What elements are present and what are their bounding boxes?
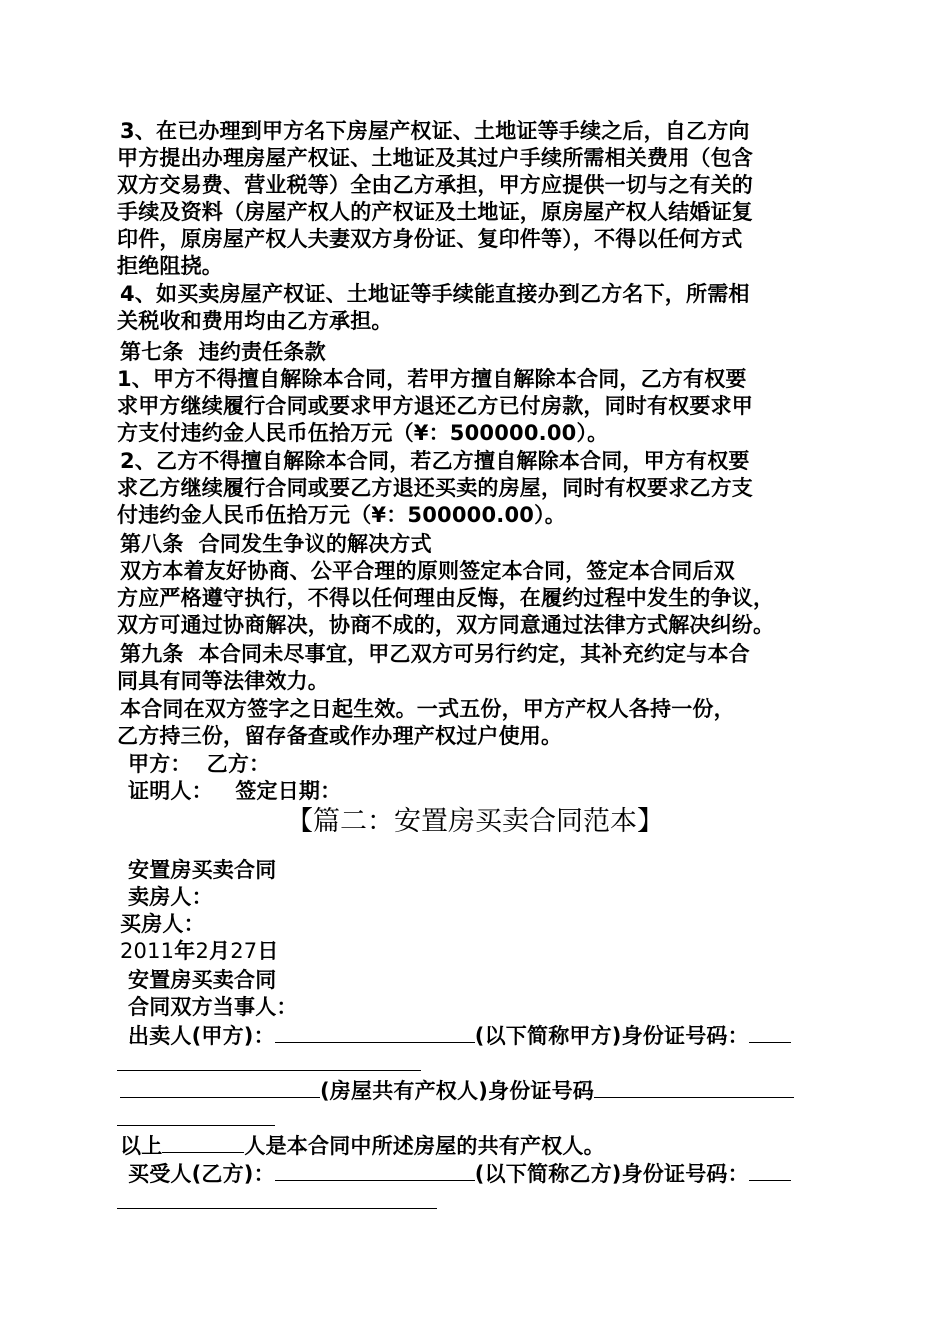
date-month-char: 月 <box>209 939 231 963</box>
seller-a-label: 出卖人(甲方)： <box>128 1024 275 1048</box>
co-owner-id-blank[interactable] <box>594 1077 794 1098</box>
co-owner-line <box>120 1077 794 1105</box>
article-8-line-2: 方应严格遵守执行，不得以任何理由反悔，在履约过程中发生的争议， <box>117 586 775 610</box>
clause-3-line-6: 拒绝阻挠。 <box>117 254 223 278</box>
date-month: 2 <box>195 939 210 963</box>
clause-3-line-4: 手续及资料（房屋产权人的产权证及土地证，原房屋产权人结婚证复 <box>117 200 753 224</box>
seller-a-id-blank-cont[interactable] <box>117 1070 421 1071</box>
co-owner-id-label: (房屋共有产权人)身份证号码 <box>320 1079 594 1103</box>
date-day-char: 日 <box>257 939 279 963</box>
article-9-line-1: 第九条 本合同未尽事宜，甲乙双方可另行约定，其补充约定与本合 <box>120 642 750 666</box>
co-owner-name-blank[interactable] <box>120 1077 320 1098</box>
article-8-line-3: 双方可通过协商解决，协商不成的，双方同意通过法律方式解决纠纷。 <box>117 613 775 637</box>
above-prefix: 以上 <box>120 1134 163 1158</box>
above-suffix: 人是本合同中所述房屋的共有产权人。 <box>244 1134 605 1158</box>
part2-title: 安置房买卖合同 <box>128 858 277 882</box>
buyer-b-name-blank[interactable] <box>275 1160 475 1181</box>
clause-3-line-1: 3、在已办理到甲方名下房屋产权证、土地证等手续之后，自乙方向 <box>120 119 750 143</box>
clause-3-line-2: 甲方提出办理房屋产权证、土地证及其过户手续所需相关费用（包含 <box>117 146 753 170</box>
article-8-heading: 第八条 合同发生争议的解决方式 <box>120 532 432 556</box>
clause-3-line-5: 印件，原房屋产权人夫妻双方身份证、复印件等），不得以任何方式 <box>117 227 743 251</box>
buyer-b-line <box>128 1160 791 1188</box>
part2-title-2: 安置房买卖合同 <box>128 968 277 992</box>
clause-4-line-1: 4、如买卖房屋产权证、土地证等手续能直接办到乙方名下，所需相 <box>120 282 750 306</box>
date-day: 27 <box>230 939 258 963</box>
date-year-char: 年 <box>174 939 196 963</box>
article-7-item-2-line-1: 2、乙方不得擅自解除本合同，若乙方擅自解除本合同，甲方有权要 <box>120 449 750 473</box>
signature-parties-line: 甲方： 乙方： <box>128 752 271 776</box>
article-7-item-2-line-3: 付违约金人民币伍拾万元（¥：500000.00）。 <box>117 503 566 527</box>
article-7-item-2-line-2: 求乙方继续履行合同或要乙方退还买卖的房屋，同时有权要求乙方支 <box>117 476 753 500</box>
date-year: 2011 <box>120 939 175 963</box>
buyer-b-id-blank-cont[interactable] <box>117 1208 437 1209</box>
buyer-b-label: 买受人(乙方)： <box>128 1162 275 1186</box>
article-8-line-1: 双方本着友好协商、公平合理的原则签定本合同，签定本合同后双 <box>120 559 735 583</box>
co-owner-count-blank[interactable] <box>162 1132 244 1153</box>
co-owners-line <box>120 1132 605 1160</box>
buyer-b-id-label: (以下简称乙方)身份证号码： <box>474 1162 749 1186</box>
article-7-heading: 第七条 违约责任条款 <box>120 340 326 364</box>
seller-a-id-blank[interactable] <box>749 1022 791 1043</box>
contract-date <box>120 938 279 965</box>
parties-label: 合同双方当事人： <box>128 995 298 1019</box>
effective-line-1: 本合同在双方签字之日起生效。一式五份，甲方产权人各持一份， <box>120 697 735 721</box>
article-7-item-1-line-1: 1、甲方不得擅自解除本合同，若甲方擅自解除本合同，乙方有权要 <box>117 367 747 391</box>
article-7-item-1-line-3: 方支付违约金人民币伍拾万元（¥：500000.00）。 <box>117 421 609 445</box>
buyer-label: 买房人： <box>120 912 205 936</box>
clause-4-line-2: 关税收和费用均由乙方承担。 <box>117 309 393 333</box>
effective-line-2: 乙方持三份，留存备查或作办理产权过户使用。 <box>117 724 563 748</box>
article-7-item-1-line-2: 求甲方继续履行合同或要求甲方退还乙方已付房款，同时有权要求甲 <box>117 394 753 418</box>
witness-date-line: 证明人： 签定日期： <box>128 779 342 803</box>
seller-label: 卖房人： <box>128 885 213 909</box>
co-owner-id-blank-cont[interactable] <box>117 1125 275 1126</box>
section-heading: 【篇二：安置房买卖合同范本】 <box>286 806 664 837</box>
clause-3-line-3: 双方交易费、营业税等）全由乙方承担，甲方应提供一切与之有关的 <box>117 173 753 197</box>
seller-a-line <box>128 1022 791 1050</box>
article-9-line-2: 同具有同等法律效力。 <box>117 669 329 693</box>
buyer-b-id-blank[interactable] <box>749 1160 791 1181</box>
seller-a-id-label: (以下简称甲方)身份证号码： <box>474 1024 749 1048</box>
seller-a-name-blank[interactable] <box>275 1022 475 1043</box>
